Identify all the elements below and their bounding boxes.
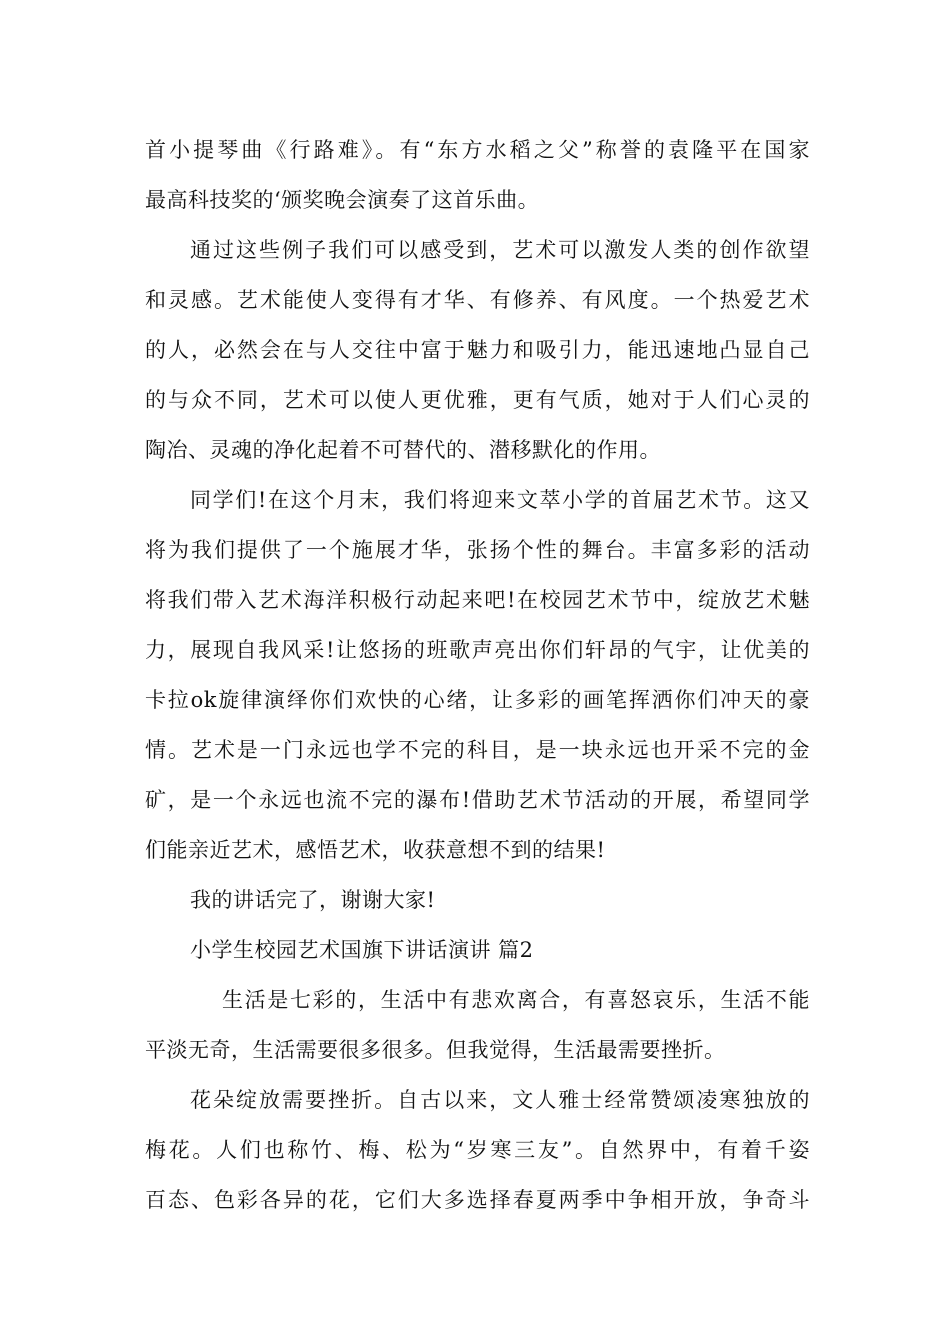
text-line: 生活是七彩的，生活中有悲欢离合，有喜怒哀乐，生活不能 [222,988,810,1012]
text-line: 百态、色彩各异的花，它们大多选择春夏两季中争相开放，争奇斗 [145,1188,810,1212]
text-line: 同学们!在这个月末，我们将迎来文萃小学的首届艺术节。这又 [190,488,810,512]
text-line: 情。艺术是一门永远也学不完的科目，是一块永远也开采不完的金 [145,738,810,762]
text-line: 首小提琴曲《行路难》。有“东方水稻之父”称誉的袁隆平在国家 [145,138,810,162]
text-line: 们能亲近艺术，感悟艺术，收获意想不到的结果! [145,838,606,862]
text-line: 花朵绽放需要挫折。自古以来，文人雅士经常赞颂凌寒独放的 [190,1088,810,1112]
text-line: 陶冶、灵魂的净化起着不可替代的、潜移默化的作用。 [145,438,661,462]
section-heading: 小学生校园艺术国旗下讲话演讲 篇2 [190,938,534,962]
text-line: 和灵感。艺术能使人变得有才华、有修养、有风度。一个热爱艺术 [145,288,810,312]
text-line: 的与众不同，艺术可以使人更优雅，更有气质，她对于人们心灵的 [145,388,810,412]
text-line: 梅花。人们也称竹、梅、松为“岁寒三友”。自然界中，有着千姿 [145,1138,810,1162]
text-line: 矿，是一个永远也流不完的瀑布!借助艺术节活动的开展，希望同学 [145,788,810,812]
text-line: 我的讲话完了，谢谢大家! [190,888,436,912]
text-line: 将我们带入艺术海洋积极行动起来吧!在校园艺术节中，绽放艺术魅 [145,588,810,612]
text-line: 卡拉ok旋律演绎你们欢快的心绪，让多彩的画笔挥洒你们冲天的豪 [145,688,810,712]
text-line: 通过这些例子我们可以感受到，艺术可以激发人类的创作欲望 [190,238,810,262]
text-line: 的人，必然会在与人交往中富于魅力和吸引力，能迅速地凸显自己 [145,338,810,362]
text-line: 最高科技奖的‘颁奖晚会演奏了这首乐曲。 [145,188,540,212]
text-line: 力，展现自我风采!让悠扬的班歌声亮出你们轩昂的气宇，让优美的 [145,638,810,662]
text-line: 将为我们提供了一个施展才华，张扬个性的舞台。丰富多彩的活动 [145,538,810,562]
text-line: 平淡无奇，生活需要很多很多。但我觉得，生活最需要挫折。 [145,1038,726,1062]
